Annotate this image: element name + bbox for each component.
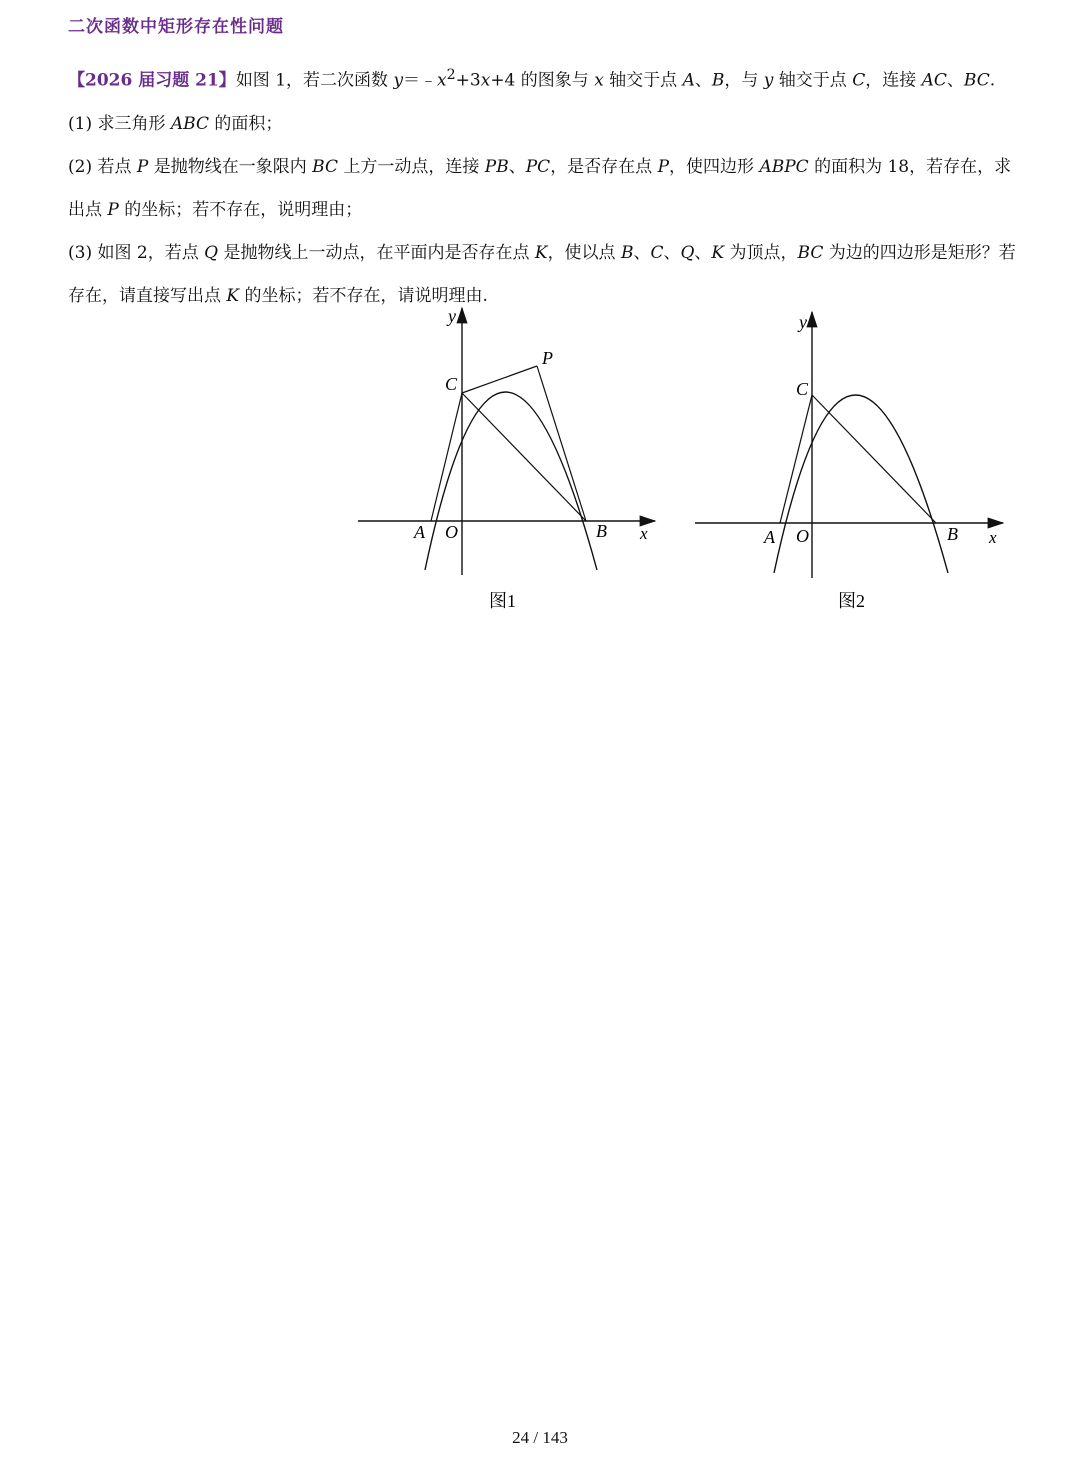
point-a-label: A	[764, 527, 775, 547]
segment-ac	[780, 395, 812, 523]
question-1	[68, 103, 1018, 146]
text-span: ，与	[724, 70, 764, 91]
point-c-label: C	[796, 379, 809, 399]
math-var: BC	[963, 70, 990, 91]
parabola	[774, 395, 948, 573]
problem-text	[68, 54, 1018, 318]
figure-1-caption: 图1	[489, 591, 516, 611]
text-span: 的图象与	[515, 70, 595, 91]
x-axis-label: x	[640, 524, 648, 543]
text-span: ，是否存在点	[550, 156, 658, 177]
math-var: PB	[484, 156, 509, 177]
origin-label: O	[445, 522, 458, 542]
text-span: 的面积为 18，若存在，求出点	[68, 156, 1012, 220]
text-span: ，使四边形	[669, 156, 760, 177]
text-span: 、	[633, 242, 651, 263]
math-var: K	[226, 285, 240, 306]
text-span: ，连接	[865, 70, 922, 91]
text-span: 的坐标；若不存在，请说明理由.	[239, 285, 488, 306]
figure-1-graph	[350, 300, 670, 620]
text-span: ，使以点	[547, 242, 621, 263]
text-span: 如图 1，若二次函数	[235, 70, 394, 91]
point-b-label: B	[596, 521, 607, 541]
math-var: P	[657, 156, 670, 177]
text-span: 、	[694, 242, 712, 263]
math-var: P	[136, 156, 149, 177]
text-span: 上方一动点，连接	[337, 156, 485, 177]
point-p-label: P	[542, 348, 553, 368]
text-span: (2) 若点	[68, 156, 137, 177]
figure-2	[690, 300, 1010, 624]
text-span: 是抛物线上一动点，在平面内是否存在点	[218, 242, 535, 263]
segment-bc	[462, 393, 586, 521]
math-var: BC	[797, 242, 824, 263]
page-number: 24 / 143	[512, 1428, 568, 1447]
figure-2-graph	[690, 300, 1010, 620]
math-var: Q	[680, 242, 695, 263]
text-span: 轴交于点	[603, 70, 683, 91]
math-var: A	[682, 70, 695, 91]
math-var: y	[393, 70, 404, 91]
segment-pc	[462, 366, 537, 393]
segment-bc	[812, 395, 936, 523]
text-span: 、	[946, 70, 964, 91]
math-var: x	[480, 70, 491, 91]
figure-1	[350, 300, 670, 624]
text-span: +4	[490, 70, 516, 91]
segment-ac	[431, 393, 462, 521]
math-var: C	[852, 70, 866, 91]
math-var: x	[594, 70, 604, 91]
origin-label: O	[796, 526, 809, 546]
page-title: 二次函数中矩形存在性问题	[68, 17, 284, 37]
math-var: ABC	[170, 113, 209, 134]
text-span: .	[989, 70, 996, 91]
x-axis-label: x	[989, 528, 997, 547]
y-axis-label: y	[448, 306, 456, 326]
problem-intro	[68, 54, 1018, 103]
math-var: BC	[312, 156, 338, 177]
point-b-label: B	[947, 524, 958, 544]
text-span: 的面积；	[208, 113, 283, 134]
math-var: Q	[204, 242, 219, 263]
point-a-label: A	[414, 522, 425, 542]
text-span: (3) 如图 2，若点	[68, 242, 205, 263]
figure-2-caption: 图2	[838, 591, 865, 611]
text-span: 轴交于点	[773, 70, 853, 91]
text-span: 为边的四边形是矩形？若存在，请直接写出点	[68, 242, 1016, 306]
text-span: 、	[694, 70, 712, 91]
math-var: ABPC	[759, 156, 809, 177]
text-span: ＝﹣	[403, 70, 438, 91]
y-axis-label: y	[799, 312, 807, 332]
math-var: P	[107, 199, 119, 220]
text-span: 、	[663, 242, 681, 263]
text-span: 是抛物线在一象限内	[148, 156, 313, 177]
parabola	[425, 392, 597, 570]
math-var: PC	[525, 156, 551, 177]
text-span: 、	[508, 156, 526, 177]
math-var: AC	[921, 70, 947, 91]
text-span: +3	[455, 70, 481, 91]
math-var: y	[763, 70, 774, 91]
question-2	[68, 146, 1018, 232]
text-span: (1) 求三角形	[68, 113, 171, 134]
problem-tag: 【2026 届习题 21】	[68, 70, 236, 91]
math-var: B	[620, 242, 634, 263]
text-span: 的坐标；若不存在，说明理由；	[118, 199, 363, 220]
math-var: K	[711, 242, 725, 263]
point-c-label: C	[445, 374, 458, 394]
math-var: B	[711, 70, 725, 91]
math-var: C	[650, 242, 664, 263]
math-sup: 2	[446, 67, 456, 83]
text-span: 为顶点，	[724, 242, 798, 263]
math-var: K	[534, 242, 548, 263]
segment-pb	[537, 366, 586, 521]
math-var: x	[437, 70, 447, 91]
